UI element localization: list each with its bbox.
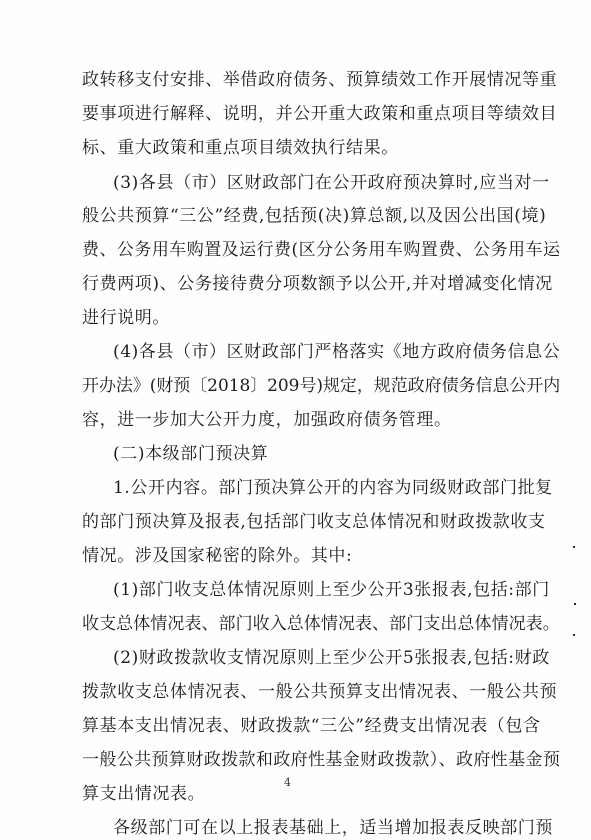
text-line: 政转移支付安排、举借政府债务、预算绩效工作开展情况等重 xyxy=(82,70,558,90)
text-line: (1)部门收支总体情况原则上至少公开3张报表,包括:部门 xyxy=(113,580,550,600)
text-line: 算支出情况表。 xyxy=(82,784,206,804)
text-line: 拨款收支总体情况表、一般公共预算支出情况表、一般公共预 xyxy=(82,682,558,702)
text-line: 费、公务用车购置及运行费(区分公务用车购置费、公务用车运 xyxy=(82,240,561,260)
text-line: 行费两项)、公务接待费分项数额予以公开,并对增减变化情况 xyxy=(82,274,553,294)
text-line: 进行说明。 xyxy=(82,308,170,328)
text-line: 标、重大政策和重点项目绩效执行结果。 xyxy=(82,138,399,158)
text-line: 的部门预决算及报表,包括部门收支总体情况和财政拨款收支 xyxy=(82,512,546,532)
scan-mark xyxy=(574,603,576,605)
text-line: (2)财政拨款收支情况原则上至少公开5张报表,包括:财政 xyxy=(113,648,550,668)
text-line: 般公共预算“三公”经费,包括预(决)算总额,以及因公出国(境) xyxy=(82,206,547,226)
text-line: 开办法》(财预〔2018〕209号)规定，规范政府债务信息公开内 xyxy=(82,376,561,396)
scan-mark xyxy=(573,546,575,548)
text-line: 算基本支出情况表、财政拨款“三公”经费支出情况表（包含 xyxy=(82,716,541,736)
page-number: 4 xyxy=(284,776,291,789)
text-line: 1.公开内容。部门预决算公开的内容为同级财政部门批复 xyxy=(113,478,553,498)
scan-mark xyxy=(573,634,575,636)
text-line: 收支总体情况表、部门收入总体情况表、部门支出总体情况表。 xyxy=(82,614,560,634)
text-line: 情况。涉及国家秘密的除外。其中: xyxy=(82,546,353,566)
text-line: 一般公共预算财政拨款和政府性基金财政拨款）、政府性基金预 xyxy=(82,750,561,770)
text-line: (4)各县（市）区财政部门严格落实《地方政府债务信息公 xyxy=(113,342,561,362)
text-line: 容，进一步加大公开力度，加强政府债务管理。 xyxy=(82,410,452,430)
section-heading: (二)本级部门预决算 xyxy=(113,444,269,464)
text-line: 各级部门可在以上报表基础上，适当增加报表反映部门预 xyxy=(113,818,553,838)
text-line: (3)各县（市）区财政部门在公开政府预决算时,应当对一 xyxy=(113,173,550,193)
text-line: 要事项进行解释、说明，并公开重大政策和重点项目等绩效目 xyxy=(82,104,558,124)
